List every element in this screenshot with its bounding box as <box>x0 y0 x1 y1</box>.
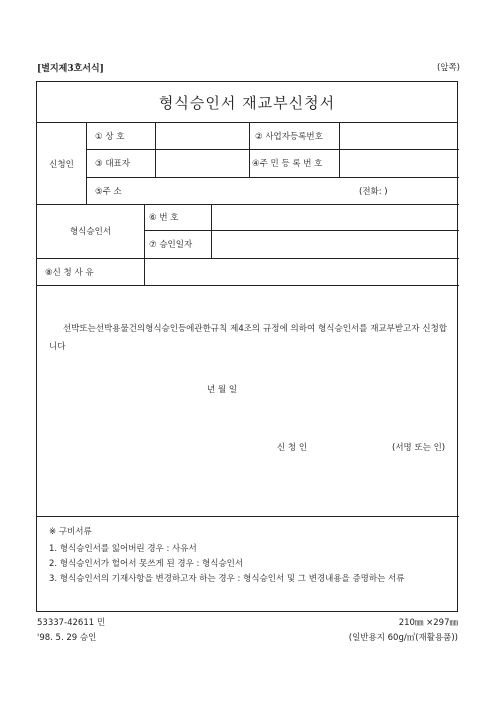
representative-field[interactable] <box>155 149 249 177</box>
page-side-label: (앞쪽) <box>436 63 460 73</box>
representative-label: ③ 대표자 <box>95 159 130 169</box>
application-form <box>36 81 458 612</box>
required-document-item: 3. 형식승인서의 기재사항을 변경하고자 하는 경우 : 형식승인서 및 그 변경내용을 증명하는 서류 <box>49 574 405 584</box>
approval-date-field[interactable] <box>211 230 459 258</box>
required-document-item: 1. 형식승인서를 잃어버린 경우 : 사유서 <box>49 544 197 554</box>
approval-section-divider <box>144 204 145 258</box>
applicant-signature-label: 신 청 인 <box>277 443 308 453</box>
required-documents-title: ※ 구비서류 <box>49 527 92 537</box>
paper-spec: (일반용지 60g/㎡(재활용품)) <box>348 633 458 643</box>
approval-date-label: ⑦ 승인일자 <box>149 240 193 250</box>
middle-divider <box>249 123 250 177</box>
phone-label: (전화: ) <box>359 186 388 197</box>
form-title: 형식승인서 재교부신청서 <box>37 82 457 123</box>
business-name-label: ① 상 호 <box>95 132 125 142</box>
address-label: ⑤주 소 <box>95 186 122 197</box>
approval-section-label: 형식승인서 <box>69 227 112 237</box>
form-approval-date: '98. 5. 29 승인 <box>37 633 97 643</box>
documents-section-top <box>37 516 459 517</box>
approval-number-field[interactable] <box>211 204 459 230</box>
reason-row-bottom <box>37 285 459 286</box>
business-name-field[interactable] <box>155 123 249 149</box>
applicant-section-label: 신청인 <box>49 159 74 170</box>
applicant-section-divider <box>86 123 87 204</box>
form-code: 53337-42611 민 <box>37 618 106 628</box>
business-registration-field[interactable] <box>339 123 459 149</box>
resident-registration-label: ④주 민 등 록 번 호 <box>252 159 323 169</box>
application-statement: 선박또는선박용물건의형식승인등에관한규칙 제4조의 규정에 의하여 형식승인서를 재교부받고자 신청합니다 <box>49 324 447 352</box>
approval-number-label: ⑥ 번 호 <box>149 213 179 223</box>
resident-registration-field[interactable] <box>339 149 459 177</box>
paper-size: 210㎜ ×297㎜ <box>398 618 458 628</box>
required-document-item: 2. 형식승인서가 헐어서 못쓰게 된 경우 : 형식승인서 <box>49 559 244 569</box>
reason-field[interactable] <box>144 258 459 285</box>
signature-or-seal-label: (서명 또는 인) <box>392 443 446 453</box>
reason-label: ⑧신 청 사 유 <box>45 267 94 278</box>
business-registration-label: ② 사업자등록번호 <box>255 132 323 142</box>
address-field[interactable] <box>155 177 355 204</box>
form-number-label: [별지제3호서식] <box>37 64 104 74</box>
application-date-line: 년 월 일 <box>207 385 238 395</box>
